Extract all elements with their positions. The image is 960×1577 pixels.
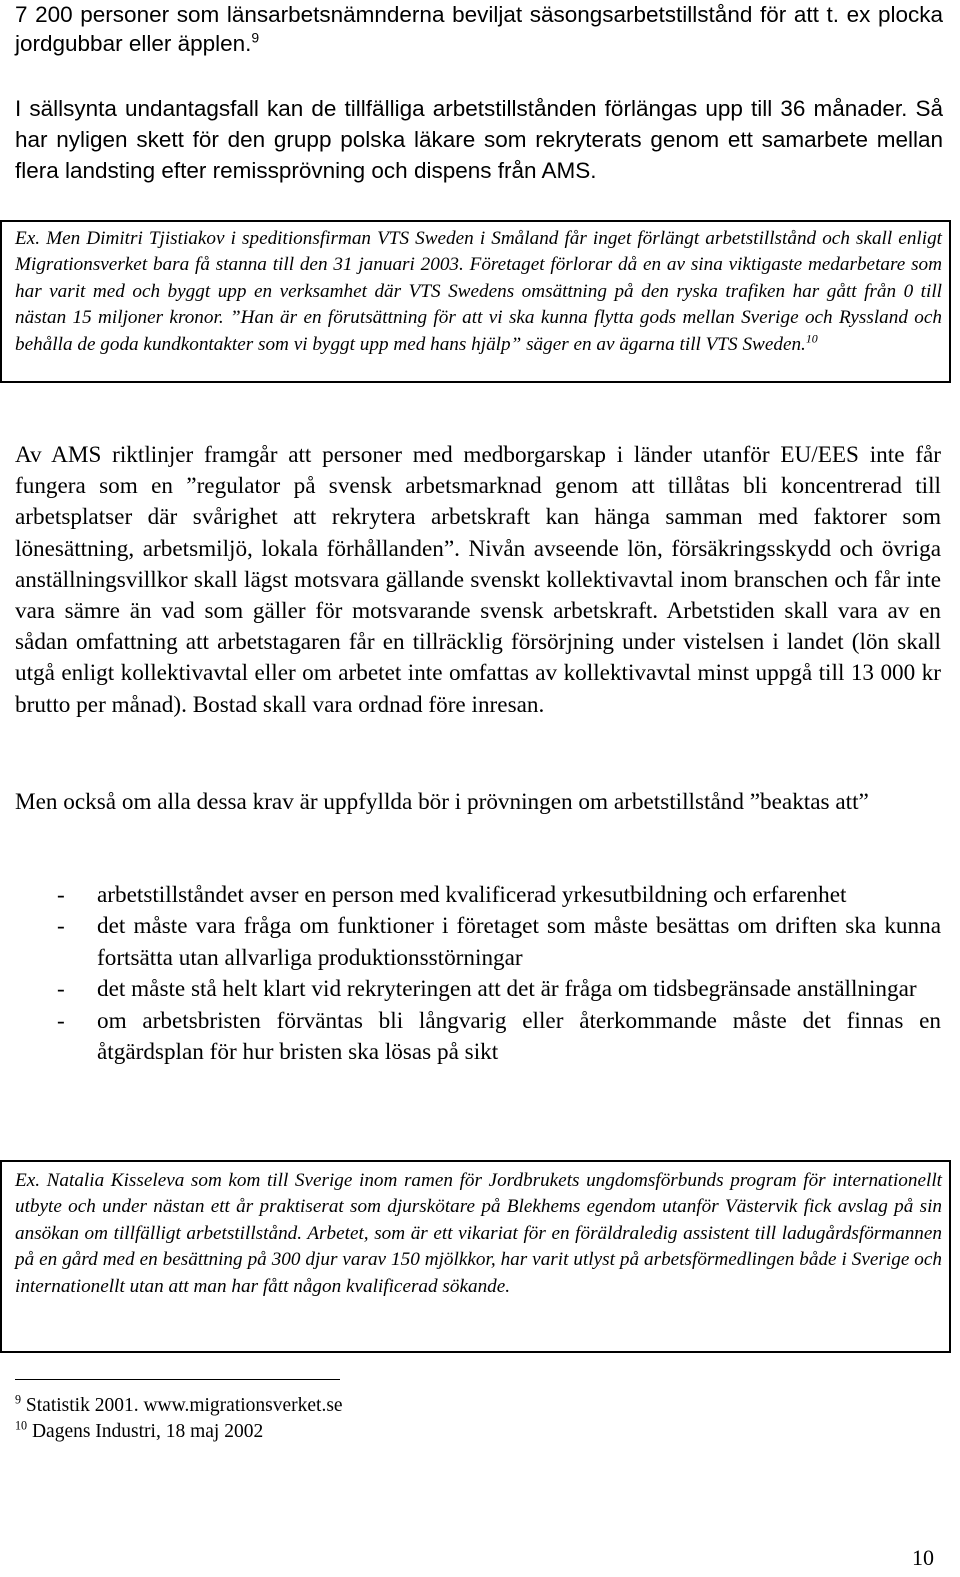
list-item-text: det måste stå helt klart vid rekryteringen att det är fråga om tidsbegränsade anställningar [97, 976, 917, 1003]
list-bullet: - [57, 913, 65, 940]
list-item-text: det måste vara fråga om funktioner i företaget som måste besättas om driften ska kunna fortsätta utan allvarliga produktionsstörningar [97, 913, 941, 971]
footnote-marker: 9 [15, 1392, 22, 1407]
intro-paragraph-2: I sällsynta undantagsfall kan de tillfälliga arbetstillstånden förlängas upp till 36 månader. Så har nyligen skett för den grupp polska läkare som rekryterats genom ett samarbete mellan flera landsting efter remissprövning och dispens från AMS. [15, 96, 943, 183]
footnote-ref-9: 9 [251, 29, 260, 46]
example-box-text: Ex. Natalia Kisseleva som kom till Sverige inom ramen för Jordbrukets ungdomsförbunds program för internationellt utbyte och under nästan ett år praktiserat som djurskötare på Blekhems egendom utanför Västervik fick avslag på sin ansökan om tillfälligt arbetstillstånd. Arbetet, som är ett vikariat för en föräldraledig assistent till ladugårdsförmannen på en gård med en besättning på 300 djur varav 150 mjölkkor, har varit utlyst på arbetsförmedlingen både i Sverige och internationellt utan att man har fått någon kvalificerad sökande. [15, 1170, 942, 1297]
list-item [15, 1006, 941, 1069]
footnote-text: Dagens Industri, 18 maj 2002 [31, 1421, 264, 1442]
requirements-list [15, 880, 941, 1068]
footnote-separator [15, 1379, 340, 1380]
list-bullet: - [57, 976, 65, 1003]
list-bullet: - [57, 1007, 65, 1034]
intro-paragraph-1 [15, 0, 943, 58]
list-item [15, 974, 941, 1005]
footnote-text: Statistik 2001. www.migrationsverket.se [25, 1395, 343, 1416]
example-box-body: Ex. Men Dimitri Tjistiakov i speditionsfirman VTS Sweden i Småland får inget förlängt arbetstillstånd och skall enligt Migrationsverket bara få stanna till den 31 januari 2003. Företaget förlorar då en av sina viktigaste medarbetare som har varit med och byggt upp en verksamhet där VTS Swedens omsättning på den ryska trafiken har gått från 0 till nästan 15 miljoner kronor. ”Han är en förutsättning för att vi ska kunna flytta gods mellan Sverige och Ryssland och behålla de goda kundkontakter som vi byggt upp med hans hjälp” säger en av ägarna till VTS Sweden. [15, 228, 942, 355]
list-item-text: om arbetsbristen förväntas bli långvarig eller återkommande måste det finnas en åtgärdsplan för hur bristen ska lösas på sikt [97, 1007, 941, 1066]
example-box-vts-sweden [0, 220, 951, 383]
example-box-text [15, 226, 942, 358]
footnote-10 [15, 1420, 263, 1444]
list-bullet: - [57, 882, 65, 908]
ams-guidelines-paragraph: Av AMS riktlinjer framgår att personer med medborgarskap i länder utanför EU/EES inte får fungera som en ”regulator på svensk arbetsmarknad genom att tillåtas bli koncentrerad till arbetsplatser där svårighet att rekrytera arbetskraft kan hänga samman med faktorer som lönesättning, arbetsmiljö, lokala förhållanden”. Nivån avseende lön, försäkringsskydd och övriga anställningsvillkor skall lägst motsvara gällande svenskt kollektivavtal inom branschen och får inte vara sämre än vad som gäller för motsvarande svensk arbetskraft. Arbetstiden skall vara av en sådan omfattning att arbetstagaren får en tillräcklig försörjning under vistelsen i landet (lön skall utgå enligt kollektivavtal eller om arbetet inte omfattas av kollektivavtal minst uppgå till 13 000 kr brutto per månad). Bostad skall vara ordnad före inresan. [15, 442, 941, 718]
footnote-ref-10: 10 [805, 331, 818, 346]
footnote-marker: 10 [15, 1418, 28, 1433]
intro-paragraph-1-text: 7 200 personer som länsarbetsnämnderna beviljat säsongsarbetstillstånd för att t. ex plocka jordgubbar eller äpplen. [15, 2, 943, 56]
footnote-9 [15, 1394, 343, 1418]
list-item [15, 911, 941, 974]
list-item-text: arbetstillståndet avser en person med kvalificerad yrkesutbildning och erfarenhet [97, 882, 847, 908]
page-number: 10 [912, 1545, 934, 1570]
requirements-intro: Men också om alla dessa krav är uppfyllda bör i prövningen om arbetstillstånd ”beaktas att” [15, 789, 869, 815]
list-item [15, 880, 941, 911]
example-box-natalia-kisseleva [0, 1160, 951, 1353]
